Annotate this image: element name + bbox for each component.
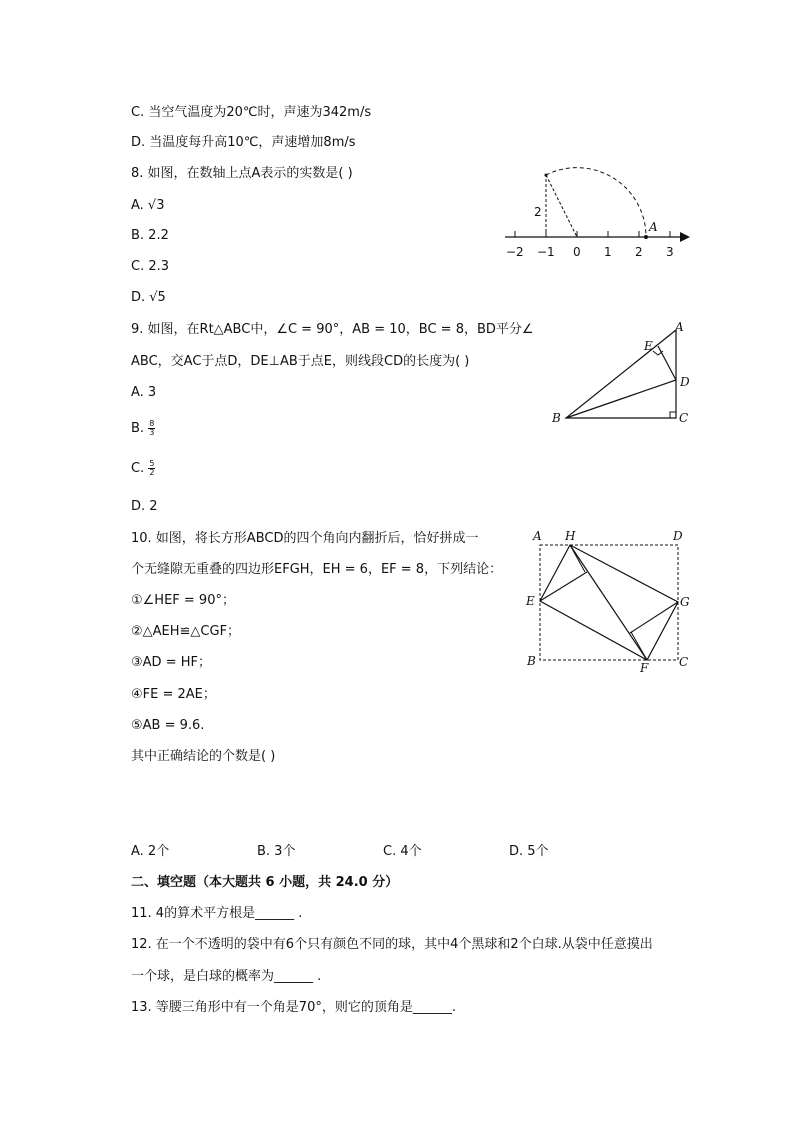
q9-triangle-figure: [548, 318, 698, 428]
svg-text:B: B: [527, 654, 536, 668]
q9-option-d: D. 2: [131, 499, 158, 514]
q10-conclusion-5: ⑤AB = 9.6.: [131, 718, 205, 733]
q10-conclusion-2: ②△AEH≌△CGF；: [131, 624, 241, 639]
q10-option-d: D. 5个: [509, 844, 549, 859]
q12-line1: 12. 在一个不透明的袋中有6个只有颜色不同的球，其中4个黑球和2个白球.从袋中任意摸出: [131, 937, 653, 952]
q8-option-a: A. √3: [131, 198, 165, 213]
q10-conclusion-4: ④FE = 2AE；: [131, 687, 216, 702]
q10-question: 其中正确结论的个数是( ): [131, 749, 276, 764]
svg-text:G: G: [680, 595, 690, 609]
svg-text:F: F: [640, 661, 649, 675]
q9-option-b: B. $\frac{8}{3}$: [131, 419, 155, 437]
svg-text:E: E: [644, 339, 653, 353]
svg-text:D: D: [673, 529, 683, 543]
point-a-label: A: [649, 220, 658, 234]
q8-stem: 8. 如图，在数轴上点A表示的实数是( ): [131, 166, 353, 181]
q11: 11. 4的算术平方根是______ .: [131, 906, 303, 921]
q9-stem-line2: ABC，交AC于点D，DE⊥AB于点E，则线段CD的长度为( ): [131, 354, 470, 369]
svg-text:B: B: [552, 411, 561, 425]
q10-conclusion-3: ③AD = HF；: [131, 655, 211, 670]
q10-rectangle-figure: [525, 528, 695, 678]
tick-label: 0: [573, 245, 581, 259]
section-2-title: 二、填空题（本大题共 6 小题，共 24.0 分）: [131, 875, 399, 890]
q10-option-b: B. 3个: [257, 844, 296, 859]
tick-label: 1: [604, 245, 612, 259]
svg-text:C: C: [679, 655, 689, 669]
svg-text:A: A: [675, 320, 684, 334]
svg-text:H: H: [565, 529, 576, 543]
tick-label: 2: [635, 245, 643, 259]
q12-line2: 一个球，是白球的概率为______ .: [131, 969, 322, 984]
q10-option-c: C. 4个: [383, 844, 422, 859]
q13: 13. 等腰三角形中有一个角是70°，则它的顶角是______.: [131, 1000, 456, 1015]
svg-text:E: E: [526, 594, 535, 608]
q9-option-a: A. 3: [131, 385, 157, 400]
tick-label: −2: [506, 245, 524, 259]
q10-option-a: A. 2个: [131, 844, 170, 859]
q10-stem-line1: 10. 如图，将长方形ABCD的四个角向内翻折后，恰好拼成一: [131, 531, 479, 546]
fraction: $\frac{8}{3}$: [149, 419, 155, 437]
q7-option-c: C. 当空气温度为20℃时，声速为342m/s: [131, 105, 372, 120]
q9-option-c: C. $\frac{5}{2}$: [131, 459, 155, 477]
q8-option-b: B. 2.2: [131, 228, 169, 243]
q10-conclusion-1: ①∠HEF = 90°；: [131, 593, 235, 608]
svg-text:C: C: [679, 411, 689, 425]
q8-number-line-figure: [500, 165, 700, 265]
svg-text:A: A: [533, 529, 542, 543]
height-label: 2: [534, 205, 542, 219]
q9-stem-line1: 9. 如图，在Rt△ABC中，∠C = 90°，AB = 10，BC = 8，BD平分∠: [131, 322, 534, 337]
q8-option-c: C. 2.3: [131, 259, 170, 274]
axis-arrow-icon: [680, 232, 690, 242]
q10-stem-line2: 个无缝隙无重叠的四边形EFGH，EH = 6，EF = 8，下列结论：: [131, 562, 503, 577]
tick-label: −1: [537, 245, 555, 259]
q7-option-d: D. 当温度每升高10℃，声速增加8m/s: [131, 135, 356, 150]
q8-option-d: D. √5: [131, 290, 166, 305]
tick-label: 3: [666, 245, 674, 259]
svg-text:D: D: [680, 375, 690, 389]
fraction: $\frac{5}{2}$: [149, 459, 155, 477]
